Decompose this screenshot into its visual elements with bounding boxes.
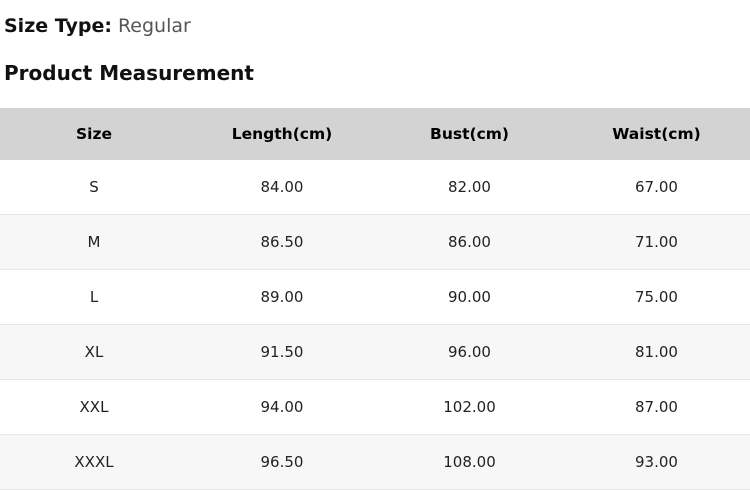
table-body <box>0 160 750 490</box>
cell-bust: 102.00 <box>376 380 563 435</box>
cell-bust: 86.00 <box>376 215 563 270</box>
cell-bust: 90.00 <box>376 270 563 325</box>
cell-waist: 67.00 <box>563 160 750 215</box>
cell-length: 86.50 <box>188 215 376 270</box>
cell-bust: 96.00 <box>376 325 563 380</box>
table-row <box>0 215 750 270</box>
table-row <box>0 160 750 215</box>
column-header-bust: Bust(cm) <box>376 108 563 160</box>
table-row <box>0 435 750 490</box>
cell-length: 96.50 <box>188 435 376 490</box>
cell-bust: 82.00 <box>376 160 563 215</box>
cell-size: XL <box>0 325 188 380</box>
size-type-label: Size Type: <box>4 15 112 37</box>
cell-length: 89.00 <box>188 270 376 325</box>
cell-size: XXL <box>0 380 188 435</box>
cell-size: XXXL <box>0 435 188 490</box>
cell-size: L <box>0 270 188 325</box>
table-row <box>0 325 750 380</box>
cell-waist: 71.00 <box>563 215 750 270</box>
column-header-length: Length(cm) <box>188 108 376 160</box>
table-header <box>0 108 750 160</box>
cell-waist: 93.00 <box>563 435 750 490</box>
cell-waist: 87.00 <box>563 380 750 435</box>
cell-length: 94.00 <box>188 380 376 435</box>
cell-size: M <box>0 215 188 270</box>
table-row <box>0 270 750 325</box>
cell-waist: 81.00 <box>563 325 750 380</box>
size-type-value: Regular <box>117 15 191 37</box>
cell-size: S <box>0 160 188 215</box>
column-header-size: Size <box>0 108 188 160</box>
column-header-waist: Waist(cm) <box>563 108 750 160</box>
table-header-row <box>0 108 750 160</box>
size-type-row <box>0 0 750 38</box>
cell-bust: 108.00 <box>376 435 563 490</box>
measurement-table <box>0 108 750 490</box>
page-title: Product Measurement <box>4 61 254 85</box>
cell-length: 84.00 <box>188 160 376 215</box>
table-row <box>0 380 750 435</box>
cell-length: 91.50 <box>188 325 376 380</box>
cell-waist: 75.00 <box>563 270 750 325</box>
